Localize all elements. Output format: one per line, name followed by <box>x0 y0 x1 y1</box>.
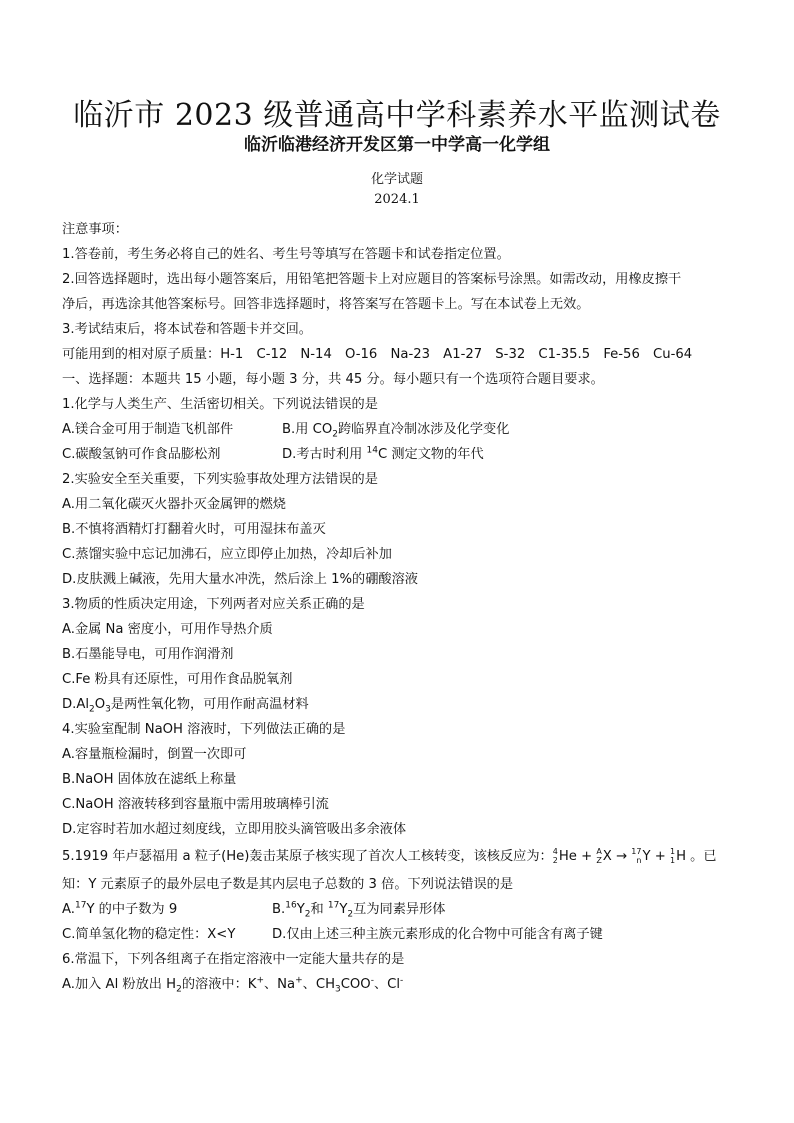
y-nuclide-indices: 17 n <box>631 847 642 865</box>
x-nuclide-indices: A Z <box>596 847 602 865</box>
q6-option-a: A.加入 Al 粉放出 $H_2$的溶液中：K+、Na+、$CH_3COO^-$、Cl- <box>62 975 404 995</box>
school-name: 临沂临港经济开发区第一中学高一化学组 <box>244 135 550 155</box>
note-3: 3.考试结束后，将本试卷和答题卡并交回。 <box>62 322 312 337</box>
q3-option-d: $D.Al_2O_3$是两性氧化物，可用作耐高温材料 <box>62 697 309 715</box>
q5-stem-cont: 知：Y 元素原子的最外层电子数是其内层电子总数的 3 倍。下列说法错误的是 <box>62 877 514 892</box>
q1-options-row1 <box>62 417 742 442</box>
q4-option-b: B.NaOH 固体放在滤纸上称量 <box>62 772 237 787</box>
q1-options-row2 <box>62 442 742 467</box>
q3-option-c: C.Fe 粉具有还原性，可用作食品脱氧剂 <box>62 672 293 687</box>
q4-stem: 4.实验室配制 NaOH 溶液时，下列做法正确的是 <box>62 722 346 737</box>
q1-option-b: B.用 $CO_2$跨临界直冷制冰涉及化学变化 <box>282 422 510 440</box>
q4-option-a: A.容量瓶检漏时，倒置一次即可 <box>62 747 247 762</box>
h-nuclide-indices: 1 1 <box>669 847 676 865</box>
q3-option-a: A.金属 Na 密度小，可用作导热介质 <box>62 622 273 637</box>
q2-option-b: B.不慎将酒精灯打翻着火时，可用湿抹布盖灭 <box>62 522 326 537</box>
q1-stem: 1.化学与人类生产、生活密切相关。下列说法错误的是 <box>62 397 378 412</box>
q5-option-b: $B.^{16}Y_2$和 $^{17}Y_2$互为同素异形体 <box>272 900 446 920</box>
q5-stem: 5.1919 年卢瑟福用 a 粒子(He)轰击某原子核实现了首次人工核转变，该核反应为： 4 2 He + A Z X → 17 n Y + 1 1 H 。已 <box>62 847 717 865</box>
q2-option-a: A.用二氧化碳灭火器扑灭金属钾的燃烧 <box>62 497 286 512</box>
atomic-masses: 可能用到的相对原子质量：H-1 C-12 N-14 O-16 Na-23 A1-27 S-32 C1-35.5 Fe-56 Cu-64 <box>62 347 693 362</box>
exam-content <box>62 217 742 997</box>
q3-option-b: B.石墨能导电，可用作润滑剂 <box>62 647 234 662</box>
q2-option-c: C.蒸馏实验中忘记加沸石，应立即停止加热，冷却后补加 <box>62 547 392 562</box>
q5-option-c: C.简单氢化物的稳定性：X<Y <box>62 927 236 942</box>
q5-options-row2 <box>62 922 742 947</box>
he-nuclide-indices: 4 2 <box>552 847 558 865</box>
q5-option-d: D.仅由上述三种主族元素形成的化合物中可能含有离子键 <box>272 927 603 942</box>
subject-label: 化学试题 <box>370 172 423 187</box>
q4-option-d: D.定容时若加水超过刻度线，立即用胶头滴管吸出多余液体 <box>62 822 407 837</box>
note-2: 2.回答选择题时，选出每小题答案后，用铅笔把答题卡上对应题目的答案标号涂黑。如需改动，用橡皮擦干 <box>62 272 682 287</box>
exam-date: 2024.1 <box>374 192 420 207</box>
q1-option-a: A.镁合金可用于制造飞机部件 <box>62 422 234 437</box>
q5-option-a: A.$^{17}$Y 的中子数为 9 <box>62 900 178 917</box>
exam-title: 临沂市 2023 级普通高中学科素养水平监测试卷 <box>73 98 721 133</box>
q2-stem: 2.实验安全至关重要，下列实验事故处理方法错误的是 <box>62 472 378 487</box>
q5-options-row1 <box>62 897 742 922</box>
note-1: 1.答卷前，考生务必将自己的姓名、考生号等填写在答题卡和试卷指定位置。 <box>62 247 510 262</box>
note-2-cont: 净后，再选涂其他答案标号。回答非选择题时，将答案写在答题卡上。写在本试卷上无效。 <box>62 297 590 312</box>
q1-option-c: C.碳酸氢钠可作食品膨松剂 <box>62 447 221 462</box>
q6-stem: 6.常温下，下列各组离子在指定溶液中一定能大量共存的是 <box>62 952 405 967</box>
notes-header: 注意事项： <box>62 222 128 237</box>
section-header: 一、选择题：本题共 15 小题，每小题 3 分，共 45 分。每小题只有一个选项符合题目要求。 <box>62 372 604 387</box>
q4-option-c: C.NaOH 溶液转移到容量瓶中需用玻璃棒引流 <box>62 797 329 812</box>
q2-option-d: D.皮肤溅上碱液，先用大量水冲洗，然后涂上 1%的硼酸溶液 <box>62 572 418 587</box>
q3-stem: 3.物质的性质决定用途，下列两者对应关系正确的是 <box>62 597 365 612</box>
q1-option-d: D.考古时利用 $^{14}$C 测定文物的年代 <box>282 445 484 462</box>
